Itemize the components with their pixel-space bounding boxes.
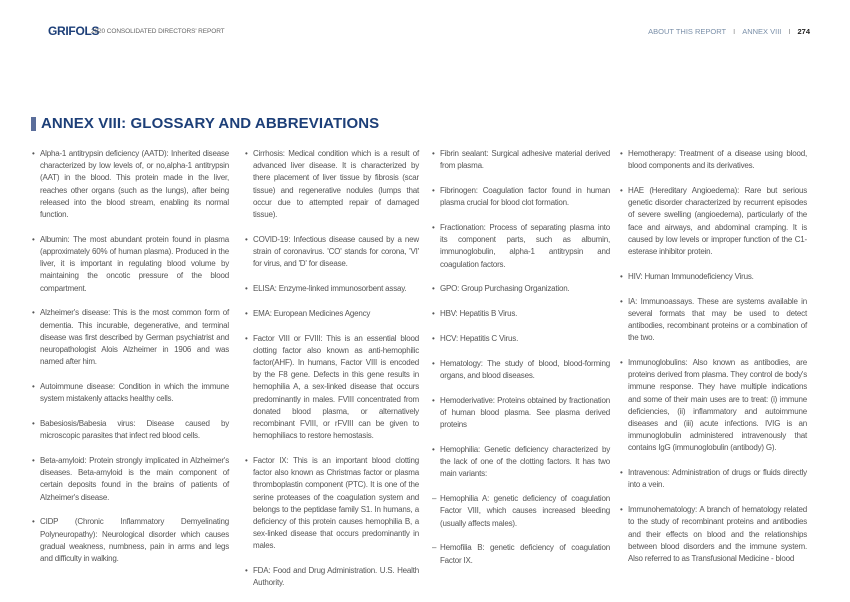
- bullet-icon: •: [432, 149, 435, 158]
- glossary-entry: [431, 308, 610, 320]
- bullet-icon: •: [432, 309, 435, 319]
- entry-text: Hemofilia B: genetic deficiency of coagulation Factor IX.: [440, 543, 610, 565]
- bullet-icon: •: [32, 419, 35, 429]
- bullet-icon: •: [245, 566, 248, 576]
- glossary-entry: [31, 516, 229, 565]
- bullet-icon: •: [245, 333, 248, 343]
- glossary-entry: [244, 333, 419, 443]
- glossary-entry: [431, 333, 610, 345]
- bullet-icon: •: [32, 456, 35, 466]
- entry-text: Hemophilia A: genetic deficiency of coagulation Factor VIII, which causes increased bleeding (usually affects males).: [440, 494, 610, 528]
- glossary-entry: [619, 185, 807, 258]
- entry-text: CIDP (Chronic Inflammatory Demyelinating Polyneuropathy): Neurological disorder which causes gradual weakness, numbness, pain in arms and legs and difficulty in walking.: [40, 517, 229, 564]
- bullet-icon: •: [32, 149, 35, 158]
- glossary-entry: [244, 234, 419, 271]
- bullet-icon: •: [245, 456, 248, 466]
- page-number: 274: [797, 27, 810, 36]
- entry-text: Cirrhosis: Medical condition which is a result of advanced liver disease. It is characterized by there placement of liver tissue by fibrosis (scar tissue) and regenerative nodules (lumps that occur due to attempted repair of damaged tissue).: [253, 149, 419, 220]
- annex-link[interactable]: ANNEX VIII: [742, 27, 782, 36]
- bullet-icon: •: [620, 468, 623, 478]
- entry-text: COVID-19: Infectious disease caused by a new strain of coronavirus. 'CO' stands for corona, 'VI' for virus, and 'D' for disease.: [253, 234, 419, 269]
- entry-text: Alpha-1 antitrypsin deficiency (AATD): Inherited disease characterized by low levels of, or no,alpha-1 antitrypsin (AAT) in the blood. This protein made in the liver, reaches other organs (such as the lungs), after being released into the blood stream, enabling its normal function.: [40, 149, 229, 220]
- dash-icon: –: [432, 543, 437, 553]
- bullet-icon: •: [432, 334, 435, 343]
- entry-text: Factor IX: This is an important blood clotting factor also known as Christmas factor or plasma thromboplastin component (PTC). It is one of the serine proteases of the coagulation system and belongs to the peptidase family S1. In humans, a deficiency of this protein causes hemophilia B, a sex-linked disease that occurs predominantly in males.: [253, 456, 419, 551]
- glossary-column-3: [431, 148, 610, 579]
- bullet-icon: •: [620, 296, 623, 306]
- glossary-entry: [431, 283, 610, 295]
- entry-text: Factor VIII or FVIII: This is an essential blood clotting factor also known as anti-hemophilic factor(AHF). In humans, Factor VIII is encoded by the F8 gene. Defects in this gene results in hemophilia A, a sex-linked disease that occurs predominantly in males. FVIII concentrated from donated blood plasma, or alternatively recombinant FVIII, or rFVIII can be given to hemophiliacs to restore hemostasis.: [253, 333, 419, 441]
- glossary-subentry: [431, 542, 610, 566]
- entry-text: Hematology: The study of blood, blood-forming organs, and blood diseases.: [440, 358, 610, 380]
- entry-text: Fibrinogen: Coagulation factor found in human plasma crucial for blood clot formation.: [440, 186, 610, 208]
- glossary-entry: [244, 455, 419, 553]
- entry-text: IA: Immunoassays. These are systems available in several formats that may be used to detect antibodies, recombinant proteins or a combination of the two.: [628, 296, 807, 343]
- glossary-entry: [31, 148, 229, 221]
- entry-text: Autoimmune disease: Condition in which the immune system mistakenly attacks healthy cells.: [40, 382, 229, 404]
- entry-text: Fractionation: Process of separating plasma into its component parts, such as albumin, immunoglobulin, alpha-1 antitrypsin and coagulation factors.: [440, 223, 610, 269]
- glossary-entry: [619, 467, 807, 491]
- separator: I: [733, 27, 736, 36]
- bullet-icon: •: [245, 308, 248, 318]
- glossary-entry: [244, 308, 419, 320]
- bullet-icon: •: [432, 395, 435, 405]
- entry-text: EMA: European Medicines Agency: [253, 308, 371, 318]
- entry-text: Immunohematology: A branch of hematology related to the study of recombinant proteins and antibodies and their effects on blood and the relationships between blood disorders and the immune system. Also referred to as Transfusional Medicine - blood: [628, 505, 807, 564]
- entry-text: Beta-amyloid: Protein strongly implicated in Alzheimer's diseases. Beta-amyloid is the main component of certain deposits found in the brains of patients of Alzheimer's disease.: [40, 456, 229, 502]
- dash-icon: –: [432, 494, 437, 504]
- entry-text: FDA: Food and Drug Administration. U.S. Health Authority.: [253, 566, 419, 588]
- glossary-entry: [431, 148, 610, 172]
- glossary-entry: [431, 222, 610, 271]
- glossary-entry: [244, 148, 419, 221]
- bullet-icon: •: [32, 234, 35, 244]
- bullet-icon: •: [432, 186, 435, 195]
- bullet-icon: •: [432, 358, 435, 368]
- glossary-entry: [619, 357, 807, 455]
- bullet-icon: •: [620, 186, 623, 195]
- entry-text: HCV: Hepatitis C Virus.: [440, 334, 519, 343]
- bullet-icon: •: [245, 284, 248, 294]
- glossary-entry: [431, 444, 610, 481]
- glossary-column-1: [31, 148, 229, 578]
- header-breadcrumb: [648, 27, 810, 36]
- bullet-icon: •: [245, 234, 248, 244]
- page-title-block: [31, 115, 379, 132]
- glossary-entry: [31, 307, 229, 368]
- glossary-entry: [619, 296, 807, 345]
- glossary-entry: [431, 358, 610, 382]
- glossary-entry: [31, 418, 229, 442]
- glossary-entry: [619, 271, 807, 283]
- glossary-entry: [244, 283, 419, 295]
- bullet-icon: •: [620, 358, 623, 368]
- bullet-icon: •: [620, 149, 623, 158]
- grifols-logo: GRIFOLS: [48, 24, 100, 38]
- glossary-subentry: [431, 493, 610, 530]
- glossary-entry: [431, 395, 610, 432]
- entry-text: Alzheimer's disease: This is the most common form of dementia. This incurable, degenerative, and terminal disease was first described by German psychiatrist and neuropathologist Alois Alzheimer in 1906 and was named after him.: [40, 308, 229, 367]
- entry-text: GPO: Group Purchasing Organization.: [440, 284, 570, 294]
- bullet-icon: •: [245, 149, 248, 158]
- entry-text: Fibrin sealant: Surgical adhesive material derived from plasma.: [440, 149, 610, 171]
- entry-text: Immunoglobulins: Also known as antibodies, are proteins derived from plasma. They control de body's immune response. They have multiple indications and some of their main uses are to treat: (i) immune deficiencies, (ii) inflammatory and autoimmune diseases and (iii) acute infections. IVIG is an immunoglobulin administered intravenously that contains IgG (immunoglobulin (antibody) G).: [628, 358, 807, 453]
- glossary-entry: [31, 381, 229, 405]
- entry-text: HAE (Hereditary Angioedema): Rare but serious genetic disorder characterized by recurrent episodes of severe swelling (angioedema), particularly of the face and airways, and abdominal cramping. It is caused by low levels or improper function of the C1-esterase inhibitor protein.: [628, 186, 807, 257]
- glossary-entry: [31, 455, 229, 504]
- title-accent-bar: [31, 117, 36, 131]
- section-link[interactable]: ABOUT THIS REPORT: [648, 27, 727, 36]
- entry-text: Hemoderivative: Proteins obtained by fractionation of human blood plasma. See plasma derived proteins: [440, 395, 610, 430]
- bullet-icon: •: [432, 284, 435, 294]
- entry-text: Hemotherapy: Treatment of a disease using blood, blood components and its derivatives.: [628, 149, 807, 171]
- glossary-entry: [244, 565, 419, 589]
- bullet-icon: •: [32, 382, 35, 392]
- separator: I: [788, 27, 791, 36]
- entry-text: HBV: Hepatitis B Virus.: [440, 309, 518, 319]
- report-title: 2020 CONSOLIDATED DIRECTORS' REPORT: [91, 28, 225, 35]
- glossary-entry: [431, 185, 610, 209]
- glossary-column-2: [244, 148, 419, 602]
- entry-text: Hemophilia: Genetic deficiency characterized by the lack of one of the clotting factors. It has two main variants:: [440, 445, 610, 479]
- glossary-entry: [31, 234, 229, 295]
- entry-text: Intravenous: Administration of drugs or fluids directly into a vein.: [628, 468, 807, 490]
- entry-text: Albumin: The most abundant protein found in plasma (approximately 60% of human plasma). Produced in the liver, it is important in regulating blood volume by maintaining the oncotic pressure of the blood compartment.: [40, 234, 229, 293]
- entry-text: Babesiosis/Babesia virus: Disease caused by microscopic parasites that infect red blood cells.: [40, 419, 229, 441]
- bullet-icon: •: [32, 517, 35, 527]
- glossary-column-4: [619, 148, 807, 578]
- bullet-icon: •: [432, 445, 435, 454]
- bullet-icon: •: [32, 308, 35, 318]
- glossary-entry: [619, 504, 807, 565]
- page-title: ANNEX VIII: GLOSSARY AND ABBREVIATIONS: [41, 115, 380, 132]
- bullet-icon: •: [432, 223, 435, 232]
- bullet-icon: •: [620, 505, 623, 515]
- glossary-entry: [619, 148, 807, 172]
- entry-text: HIV: Human Immunodeficiency Virus.: [628, 271, 754, 281]
- entry-text: ELISA: Enzyme-linked immunosorbent assay.: [253, 284, 407, 294]
- bullet-icon: •: [620, 271, 623, 281]
